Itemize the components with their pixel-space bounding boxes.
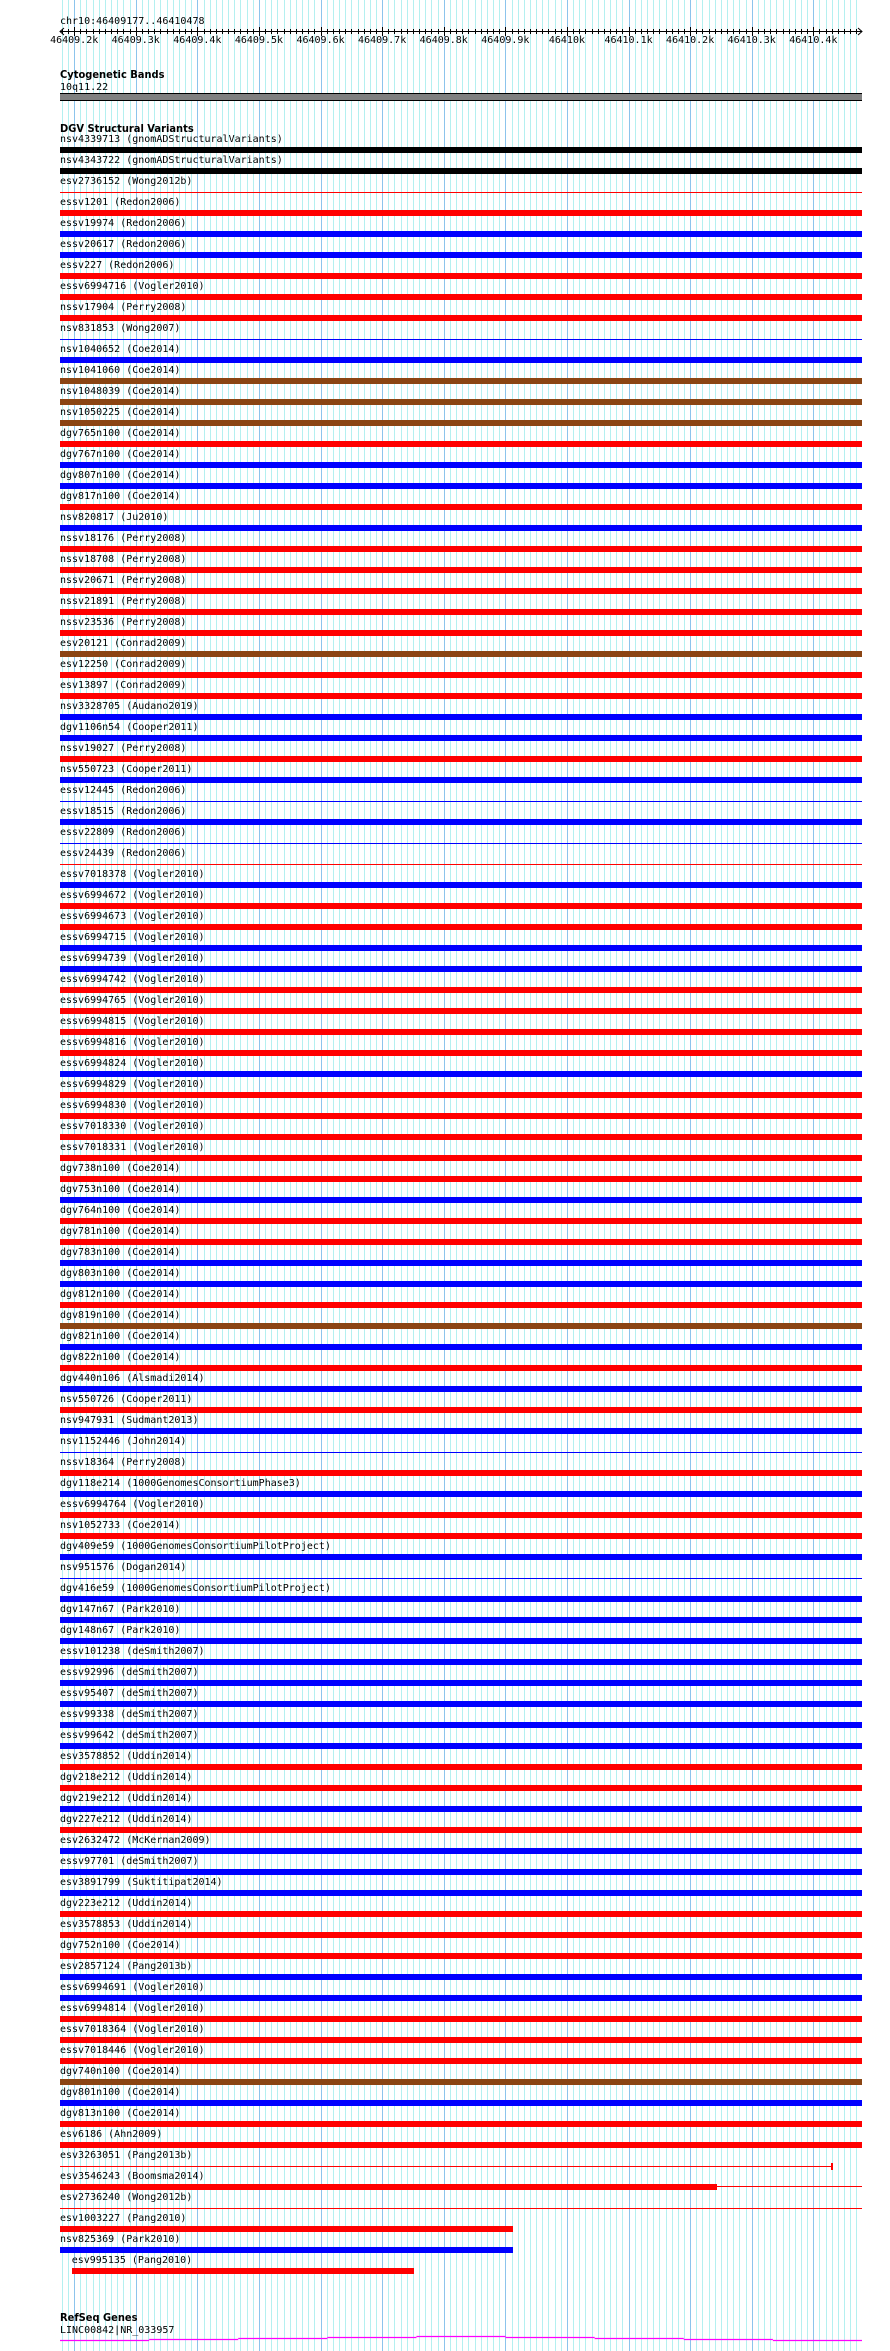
variant-line[interactable] <box>60 339 862 340</box>
variant-label[interactable]: esv2857124 (Pang2013b) <box>60 1961 193 1972</box>
variant-bar[interactable] <box>60 882 862 888</box>
variant-line[interactable] <box>60 192 862 193</box>
variant-label[interactable]: esv2632472 (McKernan2009) <box>60 1835 211 1846</box>
variant-line[interactable] <box>60 2208 862 2209</box>
variant-bar[interactable] <box>60 1176 862 1182</box>
variant-bar[interactable] <box>60 546 862 552</box>
variant-label[interactable]: nssv18364 (Perry2008) <box>60 1457 187 1468</box>
variant-label[interactable]: nssv20671 (Perry2008) <box>60 575 187 586</box>
variant-label[interactable]: nsv3328705 (Audano2019) <box>60 701 199 712</box>
variant-label[interactable]: dgv813n100 (Coe2014) <box>60 2108 181 2119</box>
variant-bar[interactable] <box>60 1701 862 1707</box>
variant-label[interactable]: essv18515 (Redon2006) <box>60 806 187 817</box>
ruler-tick-label: 46409.9k <box>481 35 530 46</box>
variant-label[interactable]: dgv227e212 (Uddin2014) <box>60 1814 193 1825</box>
variant-label[interactable]: dgv765n100 (Coe2014) <box>60 428 181 439</box>
variant-label[interactable]: essv6994814 (Vogler2010) <box>60 2003 205 2014</box>
variant-label[interactable]: essv6994764 (Vogler2010) <box>60 1499 205 1510</box>
variant-label[interactable]: essv6994824 (Vogler2010) <box>60 1058 205 1069</box>
variant-label[interactable]: dgv740n100 (Coe2014) <box>60 2066 181 2077</box>
variant-label[interactable]: nsv1050225 (Coe2014) <box>60 407 181 418</box>
variant-label[interactable]: esv3891799 (Suktitipat2014) <box>60 1877 223 1888</box>
variant-bar[interactable] <box>60 1344 862 1350</box>
variant-bar[interactable] <box>60 1848 862 1854</box>
variant-label[interactable]: nsv1152446 (John2014) <box>60 1436 187 1447</box>
variant-bar[interactable] <box>60 2247 513 2253</box>
variant-label[interactable]: esv13897 (Conrad2009) <box>60 680 187 691</box>
ruler-tick-label: 46410.4k <box>789 35 838 46</box>
ruler-tick-label: 46410k <box>548 35 585 46</box>
variant-label[interactable]: essv22809 (Redon2006) <box>60 827 187 838</box>
variant-label[interactable]: nssv18176 (Perry2008) <box>60 533 187 544</box>
variant-label[interactable]: essv7018364 (Vogler2010) <box>60 2024 205 2035</box>
variant-label[interactable]: dgv753n100 (Coe2014) <box>60 1184 181 1195</box>
variant-bar[interactable] <box>60 231 862 237</box>
variant-bar[interactable] <box>60 1239 862 1245</box>
region-label: chr10:46409177..46410478 <box>60 16 205 27</box>
variant-bar[interactable] <box>60 2058 862 2064</box>
variant-label[interactable]: dgv817n100 (Coe2014) <box>60 491 181 502</box>
variant-bar[interactable] <box>60 504 862 510</box>
variant-label[interactable]: esv3578852 (Uddin2014) <box>60 1751 193 1762</box>
variant-bar[interactable] <box>60 441 862 447</box>
variant-label[interactable]: esv3578853 (Uddin2014) <box>60 1919 193 1930</box>
gene-model-LINC00842[interactable] <box>0 2330 890 2346</box>
variant-bar[interactable] <box>60 693 862 699</box>
variant-bar[interactable] <box>60 945 862 951</box>
variant-line[interactable] <box>60 2166 831 2167</box>
variant-bar[interactable] <box>60 210 862 216</box>
variant-label[interactable]: dgv764n100 (Coe2014) <box>60 1205 181 1216</box>
variant-bar[interactable] <box>60 1197 862 1203</box>
variant-label[interactable]: essv6994715 (Vogler2010) <box>60 932 205 943</box>
variant-bar[interactable] <box>60 1029 862 1035</box>
variant-label[interactable]: nsv951576 (Dogan2014) <box>60 1562 187 1573</box>
variant-bar[interactable] <box>60 1974 862 1980</box>
ruler-tick-label: 46409.3k <box>111 35 160 46</box>
variant-line[interactable] <box>60 864 862 865</box>
variant-label[interactable]: dgv807n100 (Coe2014) <box>60 470 181 481</box>
variant-bar[interactable] <box>60 1554 862 1560</box>
ruler-tick-label: 46409.7k <box>358 35 407 46</box>
ruler-tick-label: 46410.3k <box>727 35 776 46</box>
variant-bar[interactable] <box>60 1659 862 1665</box>
variant-bar[interactable] <box>60 1932 862 1938</box>
variant-label[interactable]: essv6994739 (Vogler2010) <box>60 953 205 964</box>
variant-label[interactable]: essv6994816 (Vogler2010) <box>60 1037 205 1048</box>
variant-label[interactable]: essv12445 (Redon2006) <box>60 785 187 796</box>
variant-bar[interactable] <box>60 630 862 636</box>
variant-bar[interactable] <box>60 903 862 909</box>
variant-bar[interactable] <box>60 1260 862 1266</box>
variant-label[interactable]: nsv947931 (Sudmant2013) <box>60 1415 199 1426</box>
variant-label[interactable]: nsv1048039 (Coe2014) <box>60 386 181 397</box>
variant-label[interactable]: nsv4343722 (gnomADStructuralVariants) <box>60 155 283 166</box>
variant-bar[interactable] <box>60 483 862 489</box>
cytoband-bar[interactable] <box>60 93 862 101</box>
variant-label[interactable]: dgv118e214 (1000GenomesConsortiumPhase3) <box>60 1478 301 1489</box>
variant-bar[interactable] <box>60 378 862 384</box>
variant-label[interactable]: essv7018446 (Vogler2010) <box>60 2045 205 2056</box>
variant-bar[interactable] <box>60 819 862 825</box>
variant-label[interactable]: essv6994815 (Vogler2010) <box>60 1016 205 1027</box>
variant-bar[interactable] <box>60 1008 862 1014</box>
variant-bar[interactable] <box>60 1743 862 1749</box>
variant-bar[interactable] <box>60 714 862 720</box>
variant-bar[interactable] <box>60 756 862 762</box>
variant-bar[interactable] <box>60 399 862 405</box>
variant-label[interactable]: essv19974 (Redon2006) <box>60 218 187 229</box>
variant-bar[interactable] <box>60 777 862 783</box>
variant-bar[interactable] <box>60 1596 862 1602</box>
variant-bar[interactable] <box>60 1890 862 1896</box>
variant-label[interactable]: dgv752n100 (Coe2014) <box>60 1940 181 1951</box>
ruler-tick-label: 46410.1k <box>604 35 653 46</box>
variant-bar[interactable] <box>60 1218 862 1224</box>
variant-bar[interactable] <box>60 966 862 972</box>
variant-bar[interactable] <box>72 2268 414 2274</box>
variant-bar[interactable] <box>60 1638 862 1644</box>
variant-label[interactable]: essv101238 (deSmith2007) <box>60 1646 205 1657</box>
variant-bar[interactable] <box>60 1050 862 1056</box>
ruler-tick-label: 46410.2k <box>666 35 715 46</box>
variant-bar[interactable] <box>60 1092 862 1098</box>
variant-label[interactable]: essv6994742 (Vogler2010) <box>60 974 205 985</box>
variant-bar[interactable] <box>60 1407 862 1413</box>
variant-bar[interactable] <box>60 1512 862 1518</box>
ruler-tick-label: 46409.8k <box>419 35 468 46</box>
variant-bar[interactable] <box>60 1323 862 1329</box>
variant-bar[interactable] <box>60 609 862 615</box>
variant-bar[interactable] <box>60 1491 862 1497</box>
refseq-track-title: RefSeq Genes <box>60 2311 138 2324</box>
variant-label[interactable]: dgv223e212 (Uddin2014) <box>60 1898 193 1909</box>
variant-label[interactable]: nsv825369 (Park2010) <box>60 2234 181 2245</box>
variant-bar[interactable] <box>60 2100 862 2106</box>
variant-bar[interactable] <box>60 1911 862 1917</box>
variant-label[interactable]: esv20121 (Conrad2009) <box>60 638 187 649</box>
variant-label[interactable]: esv6186 (Ahn2009) <box>60 2129 163 2140</box>
variant-bar[interactable] <box>60 1470 862 1476</box>
variant-line[interactable] <box>60 801 862 802</box>
variant-bar[interactable] <box>60 462 862 468</box>
variant-label[interactable]: dgv812n100 (Coe2014) <box>60 1289 181 1300</box>
dgv-track-title: DGV Structural Variants <box>60 122 194 135</box>
variant-label[interactable]: dgv219e212 (Uddin2014) <box>60 1793 193 1804</box>
variant-bar[interactable] <box>60 1785 862 1791</box>
variant-label[interactable]: dgv440n106 (Alsmadi2014) <box>60 1373 205 1384</box>
variant-bar[interactable] <box>60 2016 862 2022</box>
variant-bar[interactable] <box>60 1302 862 1308</box>
variant-bar[interactable] <box>60 525 862 531</box>
variant-label[interactable]: dgv148n67 (Park2010) <box>60 1625 181 1636</box>
variant-bar[interactable] <box>60 294 862 300</box>
variant-bar[interactable] <box>60 2079 862 2085</box>
variant-label[interactable]: essv227 (Redon2006) <box>60 260 175 271</box>
variant-bar[interactable] <box>60 2226 513 2232</box>
variant-label[interactable]: essv24439 (Redon2006) <box>60 848 187 859</box>
variant-label[interactable]: nsv550723 (Cooper2011) <box>60 764 193 775</box>
variant-bar[interactable] <box>60 1155 862 1161</box>
variant-bar[interactable] <box>60 1071 862 1077</box>
variant-bar[interactable] <box>60 252 862 258</box>
variant-label[interactable]: essv6994830 (Vogler2010) <box>60 1100 205 1111</box>
variant-bar[interactable] <box>60 168 862 174</box>
variant-bar[interactable] <box>60 735 862 741</box>
variant-line[interactable] <box>717 2186 862 2187</box>
variant-end-tick <box>831 2163 833 2170</box>
variant-label[interactable]: essv6994829 (Vogler2010) <box>60 1079 205 1090</box>
variant-bar[interactable] <box>60 651 862 657</box>
variant-label[interactable]: nssv17904 (Perry2008) <box>60 302 187 313</box>
variant-label[interactable]: essv92996 (deSmith2007) <box>60 1667 199 1678</box>
variant-label[interactable]: nssv18708 (Perry2008) <box>60 554 187 565</box>
variant-label[interactable]: esv3546243 (Boomsma2014) <box>60 2171 205 2182</box>
variant-bar[interactable] <box>60 147 862 153</box>
ruler-tick-label: 46409.5k <box>234 35 284 46</box>
variant-label[interactable]: dgv218e212 (Uddin2014) <box>60 1772 193 1783</box>
variant-label[interactable]: dgv738n100 (Coe2014) <box>60 1163 181 1174</box>
variant-label[interactable]: essv7018331 (Vogler2010) <box>60 1142 205 1153</box>
variant-label[interactable]: dgv781n100 (Coe2014) <box>60 1226 181 1237</box>
ruler-tick-label: 46409.2k <box>50 35 99 46</box>
variant-label[interactable]: essv1201 (Redon2006) <box>60 197 181 208</box>
variant-label[interactable]: dgv783n100 (Coe2014) <box>60 1247 181 1258</box>
variant-bar[interactable] <box>60 1533 862 1539</box>
variant-label[interactable]: essv7018330 (Vogler2010) <box>60 1121 205 1132</box>
refseq-gene-label: LINC00842|NR_033957 <box>60 2325 175 2336</box>
variant-label[interactable]: dgv803n100 (Coe2014) <box>60 1268 181 1279</box>
variant-label[interactable]: nsv831853 (Wong2007) <box>60 323 181 334</box>
variant-bar[interactable] <box>60 420 862 426</box>
variant-label[interactable]: essv6994672 (Vogler2010) <box>60 890 205 901</box>
variant-bar[interactable] <box>60 672 862 678</box>
variant-label[interactable]: essv99642 (deSmith2007) <box>60 1730 199 1741</box>
variant-label[interactable]: nsv1052733 (Coe2014) <box>60 1520 181 1531</box>
variant-bar[interactable] <box>60 1113 862 1119</box>
variant-bar[interactable] <box>60 273 862 279</box>
variant-label[interactable]: nsv550726 (Cooper2011) <box>60 1394 193 1405</box>
variant-label[interactable]: nssv21891 (Perry2008) <box>60 596 187 607</box>
variant-bar[interactable] <box>60 987 862 993</box>
variant-label[interactable]: nssv23536 (Perry2008) <box>60 617 187 628</box>
variant-label[interactable]: dgv1106n54 (Cooper2011) <box>60 722 199 733</box>
variant-bar[interactable] <box>60 1722 862 1728</box>
variant-bar[interactable] <box>60 1827 862 1833</box>
variant-label[interactable]: esv1003227 (Pang2010) <box>60 2213 187 2224</box>
variant-label[interactable]: esv12250 (Conrad2009) <box>60 659 187 670</box>
variant-bar[interactable] <box>60 924 862 930</box>
variant-line[interactable] <box>60 843 862 844</box>
variant-label[interactable]: esv2736240 (Wong2012b) <box>60 2192 193 2203</box>
variant-bar[interactable] <box>60 1806 862 1812</box>
ruler-tick-label: 46409.4k <box>173 35 222 46</box>
variant-label[interactable]: dgv801n100 (Coe2014) <box>60 2087 181 2098</box>
variant-label[interactable]: essv6994716 (Vogler2010) <box>60 281 205 292</box>
variant-label[interactable]: essv97701 (deSmith2007) <box>60 1856 199 1867</box>
variant-label[interactable]: esv995135 (Pang2010) <box>71 2255 193 2266</box>
variant-bar[interactable] <box>60 588 862 594</box>
variant-bar[interactable] <box>60 2184 717 2190</box>
variant-bar[interactable] <box>60 1386 862 1392</box>
variant-bar[interactable] <box>60 2142 862 2148</box>
variant-label[interactable]: dgv767n100 (Coe2014) <box>60 449 181 460</box>
variant-bar[interactable] <box>60 357 862 363</box>
variant-bar[interactable] <box>60 1134 862 1140</box>
variant-bar[interactable] <box>60 2037 862 2043</box>
cytoband-track-title: Cytogenetic Bands <box>60 68 165 81</box>
variant-bar[interactable] <box>60 1680 862 1686</box>
variant-label[interactable]: nsv820817 (Ju2010) <box>60 512 169 523</box>
variant-label[interactable]: dgv409e59 (1000GenomesConsortiumPilotProject) <box>60 1541 331 1552</box>
variant-label[interactable]: essv7018378 (Vogler2010) <box>60 869 205 880</box>
variant-label[interactable]: essv6994765 (Vogler2010) <box>60 995 205 1006</box>
variant-bar[interactable] <box>60 1953 862 1959</box>
variant-label[interactable]: essv20617 (Redon2006) <box>60 239 187 250</box>
variant-bar[interactable] <box>60 1764 862 1770</box>
variant-label[interactable]: dgv819n100 (Coe2014) <box>60 1310 181 1321</box>
ruler-tick-label: 46409.6k <box>296 35 345 46</box>
variant-bar[interactable] <box>60 567 862 573</box>
variant-label[interactable]: esv3263051 (Pang2013b) <box>60 2150 193 2161</box>
variant-label[interactable]: nsv4339713 (gnomADStructuralVariants) <box>60 134 283 145</box>
variant-label[interactable]: nsv1040652 (Coe2014) <box>60 344 181 355</box>
variant-line[interactable] <box>60 1578 862 1579</box>
variant-label[interactable]: essv6994691 (Vogler2010) <box>60 1982 205 1993</box>
variant-bar[interactable] <box>60 1995 862 2001</box>
variant-label[interactable]: nssv19027 (Perry2008) <box>60 743 187 754</box>
variant-label[interactable]: dgv416e59 (1000GenomesConsortiumPilotProject) <box>60 1583 331 1594</box>
variant-label[interactable]: nsv1041060 (Coe2014) <box>60 365 181 376</box>
variant-bar[interactable] <box>60 1281 862 1287</box>
variant-bar[interactable] <box>60 1428 862 1434</box>
variant-label[interactable]: dgv147n67 (Park2010) <box>60 1604 181 1615</box>
variant-label[interactable]: esv2736152 (Wong2012b) <box>60 176 193 187</box>
variant-bar[interactable] <box>60 315 862 321</box>
variant-label[interactable]: essv95407 (deSmith2007) <box>60 1688 199 1699</box>
variant-bar[interactable] <box>60 2121 862 2127</box>
cytoband-label: 10q11.22 <box>60 82 109 93</box>
variant-bar[interactable] <box>60 1869 862 1875</box>
variant-label[interactable]: essv99338 (deSmith2007) <box>60 1709 199 1720</box>
variant-label[interactable]: dgv822n100 (Coe2014) <box>60 1352 181 1363</box>
variant-label[interactable]: dgv821n100 (Coe2014) <box>60 1331 181 1342</box>
variant-bar[interactable] <box>60 1365 862 1371</box>
variant-line[interactable] <box>60 1452 862 1453</box>
variant-label[interactable]: essv6994673 (Vogler2010) <box>60 911 205 922</box>
variant-bar[interactable] <box>60 1617 862 1623</box>
